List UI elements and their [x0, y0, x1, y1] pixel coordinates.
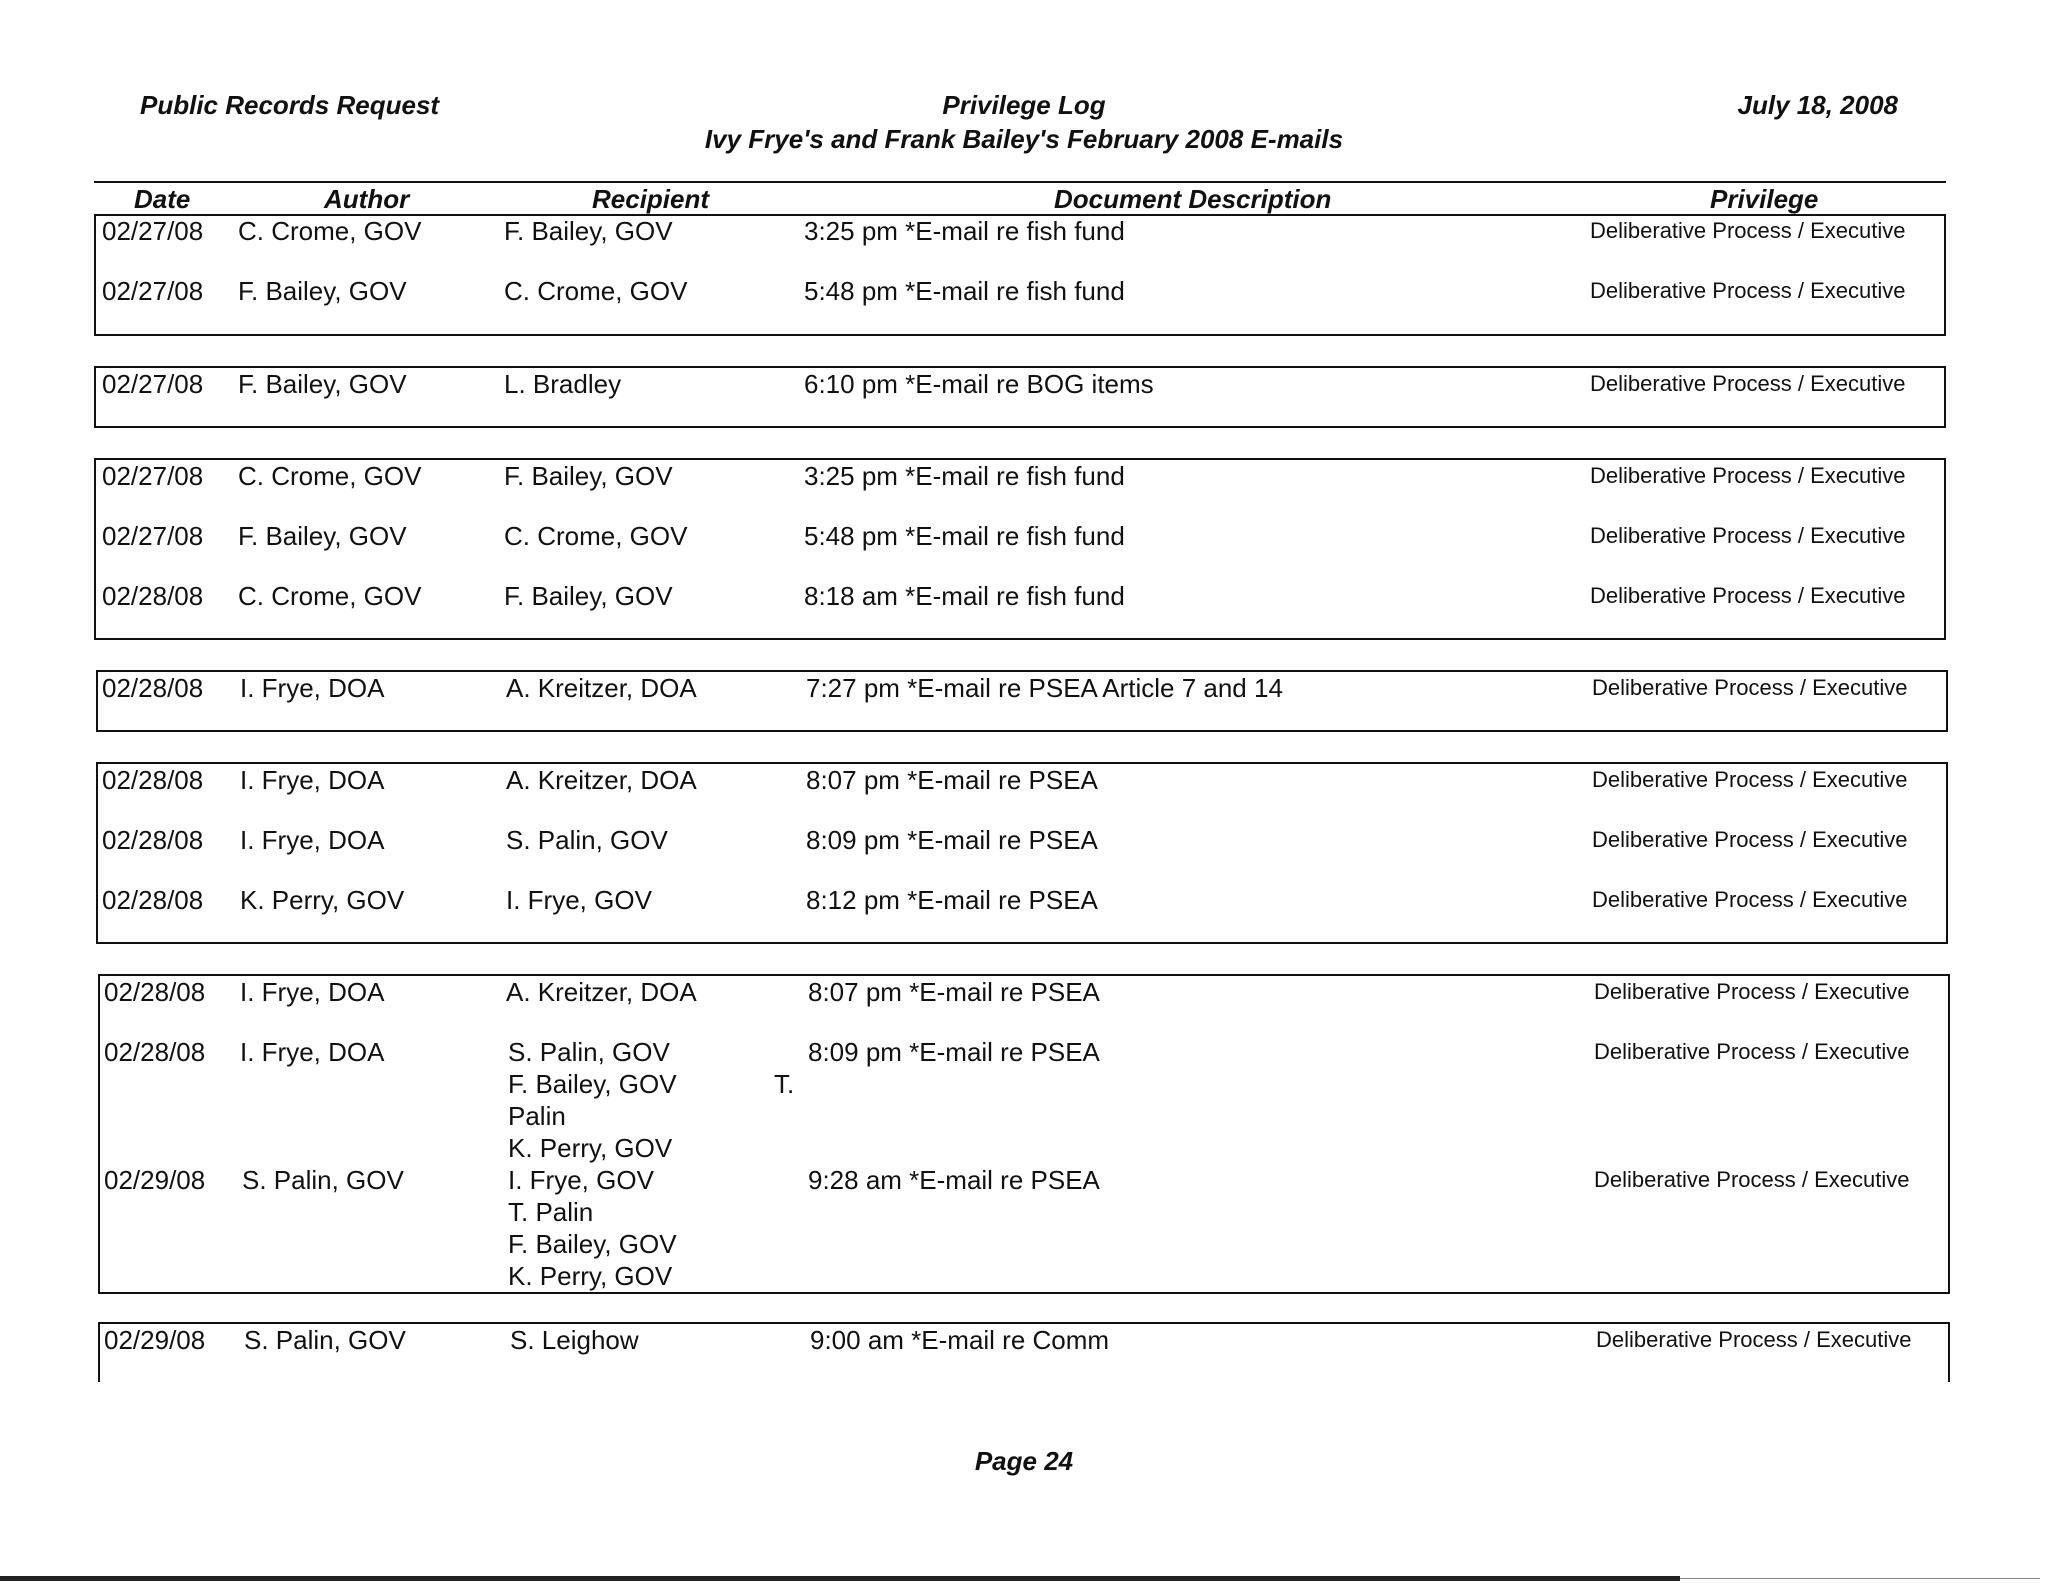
row-privilege: Deliberative Process / Executive: [1592, 675, 1908, 700]
col-header-recipient: Recipient: [592, 184, 710, 214]
row-recipient: A. Kreitzer, DOA: [506, 673, 697, 703]
row-recipient: I. Frye, GOV: [508, 1165, 654, 1195]
col-header-date: Date: [134, 184, 191, 214]
row-description: 8:18 am *E-mail re fish fund: [804, 581, 1125, 611]
log-title-line1: Privilege Log: [942, 90, 1106, 120]
row-recipient: S. Leighow: [510, 1325, 639, 1355]
row-description: 9:00 am *E-mail re Comm: [810, 1325, 1110, 1355]
col-header-privilege: Privilege: [1710, 184, 1819, 214]
row-author: C. Crome, GOV: [238, 461, 422, 491]
row-recipient: L. Bradley: [504, 369, 622, 399]
row-recipient: F. Bailey, GOV: [504, 216, 673, 246]
row-author: C. Crome, GOV: [238, 581, 422, 611]
row-date: 02/27/08: [102, 369, 204, 399]
row-privilege: Deliberative Process / Executive: [1590, 371, 1906, 396]
row-recipient: F. Bailey, GOV: [504, 461, 673, 491]
request-title: Public Records Request: [140, 90, 440, 120]
row-date: 02/27/08: [102, 521, 204, 551]
row-date: 02/28/08: [102, 673, 204, 703]
row-privilege: Deliberative Process / Executive: [1590, 463, 1906, 488]
row-author: I. Frye, DOA: [240, 977, 385, 1007]
row-privilege: Deliberative Process / Executive: [1594, 1039, 1910, 1064]
row-description: 3:25 pm *E-mail re fish fund: [804, 461, 1125, 491]
row-author: S. Palin, GOV: [244, 1325, 406, 1355]
row-description: 8:12 pm *E-mail re PSEA: [806, 885, 1098, 915]
record-group: [98, 974, 1950, 1294]
col-header-description: Document Description: [1054, 184, 1332, 214]
row-recipient: A. Kreitzer, DOA: [506, 977, 697, 1007]
row-date: 02/28/08: [102, 581, 204, 611]
row-date: 02/27/08: [102, 461, 204, 491]
row-recipient: S. Palin, GOV: [506, 825, 668, 855]
row-privilege: Deliberative Process / Executive: [1592, 767, 1908, 792]
row-recipient: I. Frye, GOV: [506, 885, 652, 915]
row-author: C. Crome, GOV: [238, 216, 422, 246]
row-recipient: F. Bailey, GOV: [508, 1229, 677, 1259]
row-date: 02/28/08: [102, 765, 204, 795]
col-header-author: Author: [324, 184, 410, 214]
row-privilege: Deliberative Process / Executive: [1592, 827, 1908, 852]
row-recipient: K. Perry, GOV: [508, 1133, 673, 1163]
header-rule: [94, 181, 1946, 183]
row-privilege: Deliberative Process / Executive: [1594, 1167, 1910, 1192]
row-recipient: S. Palin, GOV: [508, 1037, 670, 1067]
row-recipient: C. Crome, GOV: [504, 276, 688, 306]
row-author: I. Frye, DOA: [240, 825, 385, 855]
log-title-line2: Ivy Frye's and Frank Bailey's February 2008 E-mails: [704, 124, 1344, 154]
row-date: 02/27/08: [102, 216, 204, 246]
row-date: 02/28/08: [104, 977, 206, 1007]
row-privilege: Deliberative Process / Executive: [1592, 887, 1908, 912]
row-recipient: T. Palin: [508, 1197, 594, 1227]
row-date: 02/28/08: [102, 825, 204, 855]
row-privilege: Deliberative Process / Executive: [1590, 583, 1906, 608]
row-date: 02/28/08: [104, 1037, 206, 1067]
row-recipient: A. Kreitzer, DOA: [506, 765, 697, 795]
row-description: 6:10 pm *E-mail re BOG items: [804, 369, 1154, 399]
row-author: F. Bailey, GOV: [238, 369, 407, 399]
row-privilege: Deliberative Process / Executive: [1596, 1327, 1912, 1352]
page-number: Page 24: [974, 1446, 1074, 1476]
row-recipient: F. Bailey, GOV: [504, 581, 673, 611]
row-description-extra: T.: [774, 1069, 795, 1099]
row-author: K. Perry, GOV: [240, 885, 405, 915]
row-date: 02/29/08: [104, 1165, 206, 1195]
row-recipient: C. Crome, GOV: [504, 521, 688, 551]
row-date: 02/28/08: [102, 885, 204, 915]
row-recipient: F. Bailey, GOV: [508, 1069, 677, 1099]
row-date: 02/29/08: [104, 1325, 206, 1355]
row-author: S. Palin, GOV: [242, 1165, 404, 1195]
log-date: July 18, 2008: [1737, 90, 1898, 120]
scan-edge: [1680, 1578, 2040, 1579]
row-privilege: Deliberative Process / Executive: [1590, 523, 1906, 548]
row-privilege: Deliberative Process / Executive: [1590, 278, 1906, 303]
row-author: I. Frye, DOA: [240, 765, 385, 795]
row-description: 8:07 pm *E-mail re PSEA: [808, 977, 1100, 1007]
row-description: 5:48 pm *E-mail re fish fund: [804, 521, 1125, 551]
scan-edge: [0, 1576, 1680, 1581]
row-description: 8:09 pm *E-mail re PSEA: [806, 825, 1098, 855]
row-description: 9:28 am *E-mail re PSEA: [808, 1165, 1100, 1195]
row-privilege: Deliberative Process / Executive: [1594, 979, 1910, 1004]
row-description: 8:07 pm *E-mail re PSEA: [806, 765, 1098, 795]
row-author: I. Frye, DOA: [240, 673, 385, 703]
row-recipient: K. Perry, GOV: [508, 1261, 673, 1291]
row-author: F. Bailey, GOV: [238, 521, 407, 551]
row-author: F. Bailey, GOV: [238, 276, 407, 306]
row-privilege: Deliberative Process / Executive: [1590, 218, 1906, 243]
row-description: 8:09 pm *E-mail re PSEA: [808, 1037, 1100, 1067]
row-description: 7:27 pm *E-mail re PSEA Article 7 and 14: [806, 673, 1283, 703]
row-recipient: Palin: [508, 1101, 566, 1131]
row-description: 3:25 pm *E-mail re fish fund: [804, 216, 1125, 246]
row-date: 02/27/08: [102, 276, 204, 306]
row-description: 5:48 pm *E-mail re fish fund: [804, 276, 1125, 306]
row-author: I. Frye, DOA: [240, 1037, 385, 1067]
